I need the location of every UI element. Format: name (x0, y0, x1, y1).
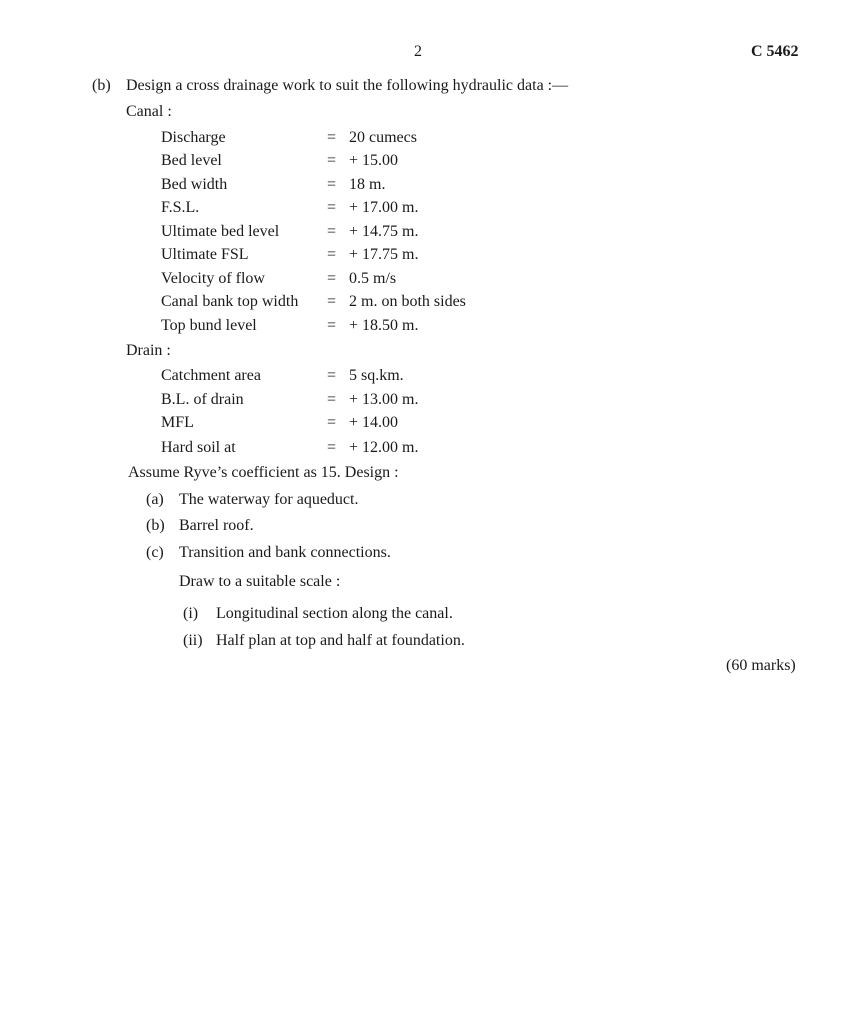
param-name: Top bund level (161, 317, 257, 334)
question-intro: Design a cross drainage work to suit the following hydraulic data :— (126, 77, 569, 94)
param-value: + 14.00 (349, 414, 399, 431)
equals-sign: = (327, 152, 337, 169)
param-value: 2 m. on both sides (349, 293, 466, 310)
param-value: + 17.75 m. (349, 246, 419, 263)
param-name: Velocity of flow (161, 270, 265, 287)
list-item-text: Barrel roof. (179, 517, 254, 534)
list-item-label: (ii) (183, 632, 203, 649)
param-value: + 18.50 m. (349, 317, 419, 334)
equals-sign: = (327, 246, 337, 263)
page-number: 2 (414, 43, 422, 60)
list-item-text: Half plan at top and half at foundation. (216, 632, 465, 649)
list-item-text: The waterway for aqueduct. (179, 491, 359, 508)
equals-sign: = (327, 176, 337, 193)
equals-sign: = (327, 129, 337, 146)
param-name: Ultimate FSL (161, 246, 249, 263)
param-value: 18 m. (349, 176, 386, 193)
equals-sign: = (327, 367, 337, 384)
equals-sign: = (327, 317, 337, 334)
param-name: Bed width (161, 176, 228, 193)
assumption-text: Assume Ryve’s coefficient as 15. Design : (128, 464, 399, 481)
param-name: B.L. of drain (161, 391, 244, 408)
param-value: 20 cumecs (349, 129, 417, 146)
param-value: 0.5 m/s (349, 270, 397, 287)
exam-code: C 5462 (751, 43, 799, 60)
draw-heading: Draw to a suitable scale : (179, 573, 341, 590)
param-name: Catchment area (161, 367, 261, 384)
canal-heading: Canal : (126, 103, 172, 120)
drain-heading: Drain : (126, 342, 171, 359)
equals-sign: = (327, 199, 337, 216)
param-name: Canal bank top width (161, 293, 299, 310)
param-name: Hard soil at (161, 439, 236, 456)
param-value: + 13.00 m. (349, 391, 419, 408)
equals-sign: = (327, 391, 337, 408)
param-name: Bed level (161, 152, 222, 169)
param-value: + 14.75 m. (349, 223, 419, 240)
list-item-label: (b) (146, 517, 165, 534)
param-value: + 12.00 m. (349, 439, 419, 456)
param-name: Discharge (161, 129, 226, 146)
equals-sign: = (327, 414, 337, 431)
list-item-text: Transition and bank connections. (179, 544, 391, 561)
list-item-label: (i) (183, 605, 199, 622)
param-value: + 15.00 (349, 152, 399, 169)
equals-sign: = (327, 439, 337, 456)
param-value: 5 sq.km. (349, 367, 404, 384)
equals-sign: = (327, 293, 337, 310)
list-item-label: (c) (146, 544, 164, 561)
equals-sign: = (327, 223, 337, 240)
equals-sign: = (327, 270, 337, 287)
param-name: Ultimate bed level (161, 223, 280, 240)
question-part-label: (b) (92, 77, 111, 94)
param-name: MFL (161, 414, 194, 431)
marks-label: (60 marks) (726, 657, 796, 674)
param-name: F.S.L. (161, 199, 200, 216)
list-item-text: Longitudinal section along the canal. (216, 605, 453, 622)
param-value: + 17.00 m. (349, 199, 419, 216)
list-item-label: (a) (146, 491, 164, 508)
